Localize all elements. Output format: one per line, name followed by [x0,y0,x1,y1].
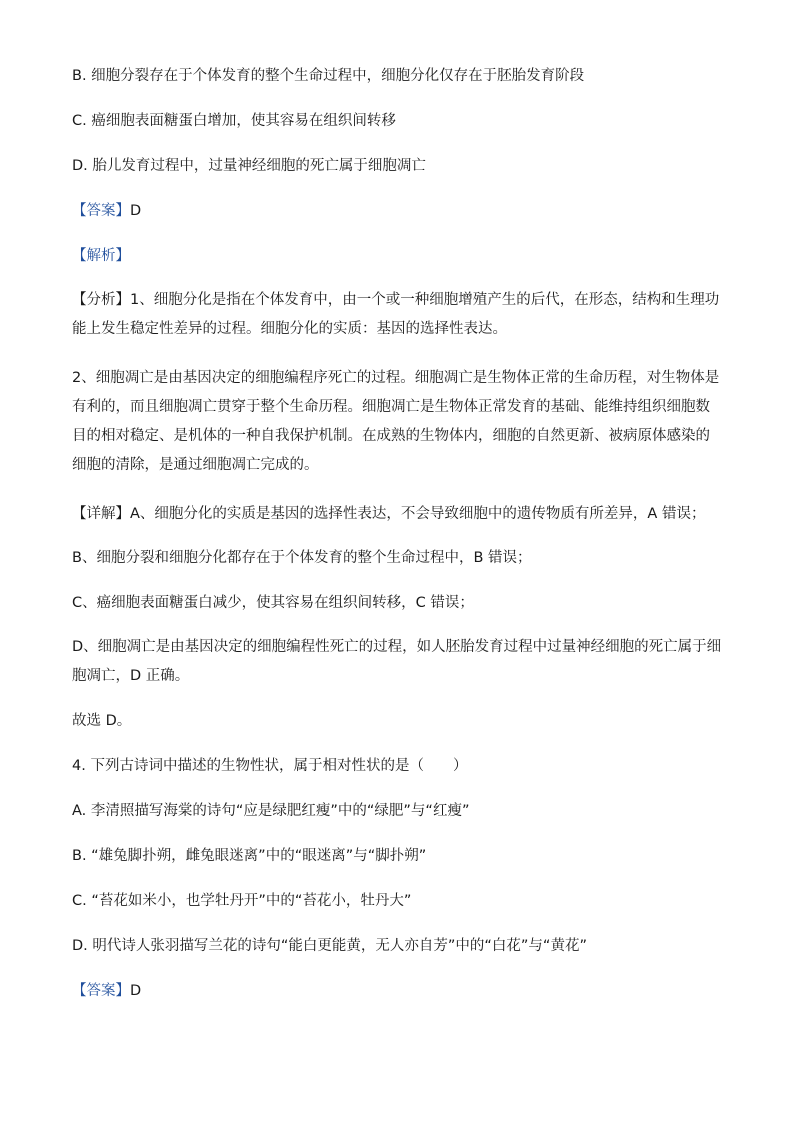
detail-a-text: A、细胞分化的实质是基因的选择性表达，不会导致细胞中的遗传物质有所差异，A 错误； [130,506,706,522]
detail-tag: 【详解】 [72,506,130,522]
detail-b: B、细胞分裂和细胞分化都存在于个体发育的整个生命过程中，B 错误； [72,550,532,566]
analysis-tag: 【解析】 [72,248,130,264]
q4-option-b: B. “雄兔脚扑朔，雌兔眼迷离”中的“眼迷离”与“脚扑朔” [72,848,427,864]
detail-c: C、癌细胞表面糖蛋白减少，使其容易在组织间转移，C 错误； [72,595,474,611]
answer-tag: 【答案】 [72,203,130,219]
q4-option-d: D. 明代诗人张羽描写兰花的诗句“能白更能黄，无人亦自芳”中的“白花”与“黄花” [72,938,587,954]
answer-line-1 [72,201,141,221]
fenxi-tag: 【分析】 [72,292,130,308]
answer-tag-2: 【答案】 [72,983,130,999]
option-b: B. 细胞分裂存在于个体发育的整个生命过程中，细胞分化仅存在于胚胎发育阶段 [72,68,585,84]
apoptosis-paragraph: 2、细胞凋亡是由基因决定的细胞编程序死亡的过程。细胞凋亡是生物体正常的生命历程，对生物体是有利的，而且细胞凋亡贯穿于整个生命历程。细胞凋亡是生物体正常发育的基础、能维持组织细胞数目的相对稳定、是机体的一种自我保护机制。在成熟的生物体内，细胞的自然更新、被病原体感染的细胞的清除，是通过细胞凋亡完成的。 [72,370,720,473]
detail-a-paragraph [72,500,722,529]
answer-value-2: D [130,983,142,999]
q4-option-c: C. “苔花如米小，也学牡丹开”中的“苔花小，牡丹大” [72,893,412,909]
fenxi-paragraph [72,286,722,344]
answer-line-2 [72,981,141,1001]
answer-value: D [130,203,142,219]
question-4: 4. 下列古诗词中描述的生物性状，属于相对性状的是（ ） [72,758,468,774]
fenxi-text: 1、细胞分化是指在个体发育中，由一个或一种细胞增殖产生的后代，在形态，结构和生理功能上发生稳定性差异的过程。细胞分化的实质：基因的选择性表达。 [72,292,720,337]
option-d: D. 胎儿发育过程中，过量神经细胞的死亡属于细胞凋亡 [72,158,426,174]
analysis-heading [72,246,130,266]
option-c: C. 癌细胞表面糖蛋白增加，使其容易在组织间转移 [72,113,396,129]
q4-option-a: A. 李清照描写海棠的诗句“应是绿肥红瘦”中的“绿肥”与“红瘦” [72,803,470,819]
detail-d: D、细胞凋亡是由基因决定的细胞编程性死亡的过程，如人胚胎发育过程中过量神经细胞的死亡属于细胞凋亡，D 正确。 [72,639,722,684]
choose-line: 故选 D。 [72,713,132,729]
